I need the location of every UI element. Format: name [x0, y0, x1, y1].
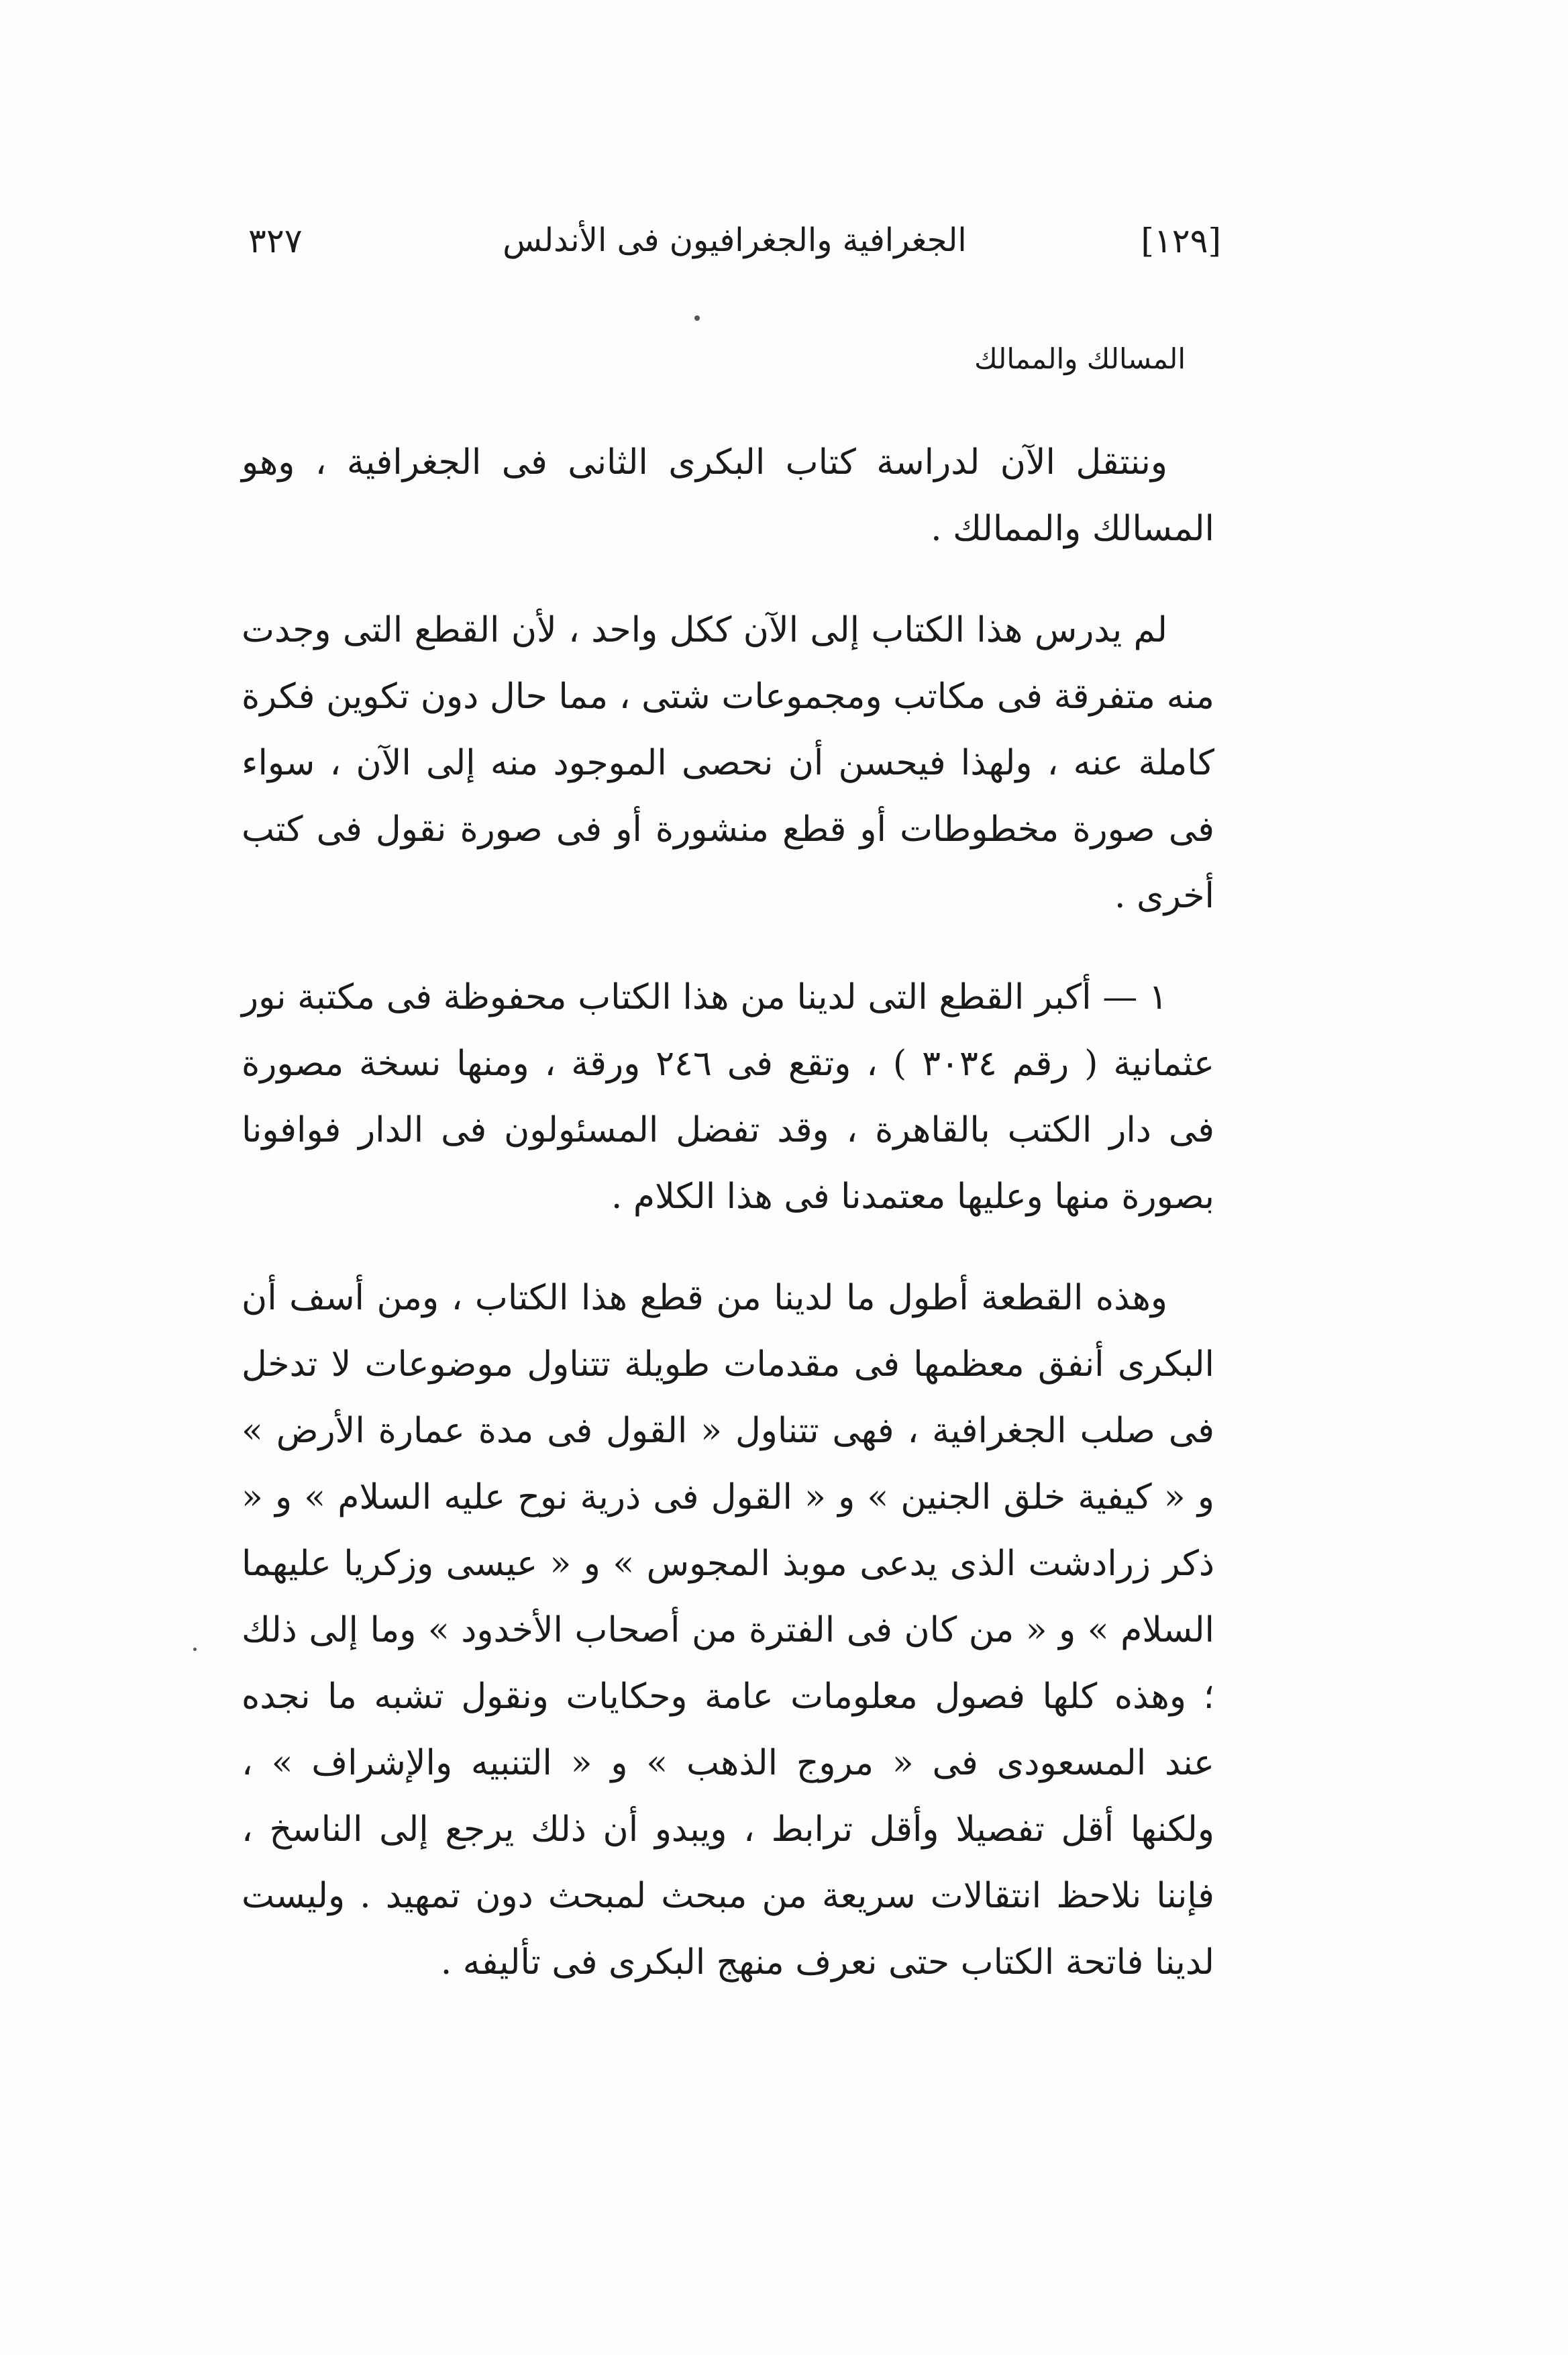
section-subheading: المسالك والممالك — [974, 342, 1186, 375]
page-number: ٣٢٧ — [248, 221, 303, 260]
paragraph-3: ١ — أكبر القطع التى لدينا من هذا الكتاب محفوظة فى مكتبة نور عثمانية ( رقم ٣٠٣٤ ) ، وتقع فى ٢٤٦ ورقة ، ومنها نسخة مصورة فى دار الكتب بالقاهرة ، وقد تفضل المسئولون فى الدار فوافونا بصورة منها وعليها معتمدنا فى هذا الكلام . — [242, 977, 1215, 1217]
speck-mark — [193, 1648, 197, 1651]
section-number: [١٢٩] — [1141, 221, 1221, 260]
running-title: الجغرافية والجغرافيون فى الأندلس — [503, 221, 967, 259]
paragraph-1: وننتقل الآن لدراسة كتاب البكرى الثانى فى الجغرافية ، وهو المسالك والممالك . — [242, 442, 1214, 549]
paragraph-2: لم يدرس هذا الكتاب إلى الآن ككل واحد ، لأن القطع التى وجدت منه متفرقة فى مكاتب ومجموعات شتى ، مما حال دون تكوين فكرة كاملة عنه ، ولهذا فيحسن أن نحصى الموجود منه إلى الآن ، سواء فى صورة مخطوطات أو قطع منشورة أو فى صورة نقول فى كتب أخرى . — [242, 610, 1214, 916]
page-header — [248, 221, 1221, 282]
speck-mark — [694, 315, 700, 321]
body-text — [242, 430, 1214, 2031]
paragraph-4: وهذه القطعة أطول ما لدينا من قطع هذا الكتاب ، ومن أسف أن البكرى أنفق معظمها فى مقدمات طويلة تتناول موضوعات لا تدخل فى صلب الجغرافية ، فهى تتناول « القول فى مدة عمارة الأرض » و « كيفية خلق الجنين » و « القول فى ذرية نوح عليه السلام » و « ذكر زرادشت الذى يدعى موبذ المجوس » و « عيسى وزكريا عليهما السلام » و « من كان فى الفترة من أصحاب الأخدود » وما إلى ذلك ؛ وهذه كلها فصول معلومات عامة وحكايات ونقول تشبه ما نجده عند المسعودى فى « مروج الذهب » و « التنبيه والإشراف » ، ولكنها أقل تفصيلا وأقل ترابط ، ويبدو أن ذلك يرجع إلى الناسخ ، فإننا نلاحظ انتقالات سريعة من مبحث لمبحث دون تمهيد . وليست لدينا فاتحة الكتاب حتى نعرف منهج البكرى فى تأليفه . — [242, 1278, 1214, 1983]
